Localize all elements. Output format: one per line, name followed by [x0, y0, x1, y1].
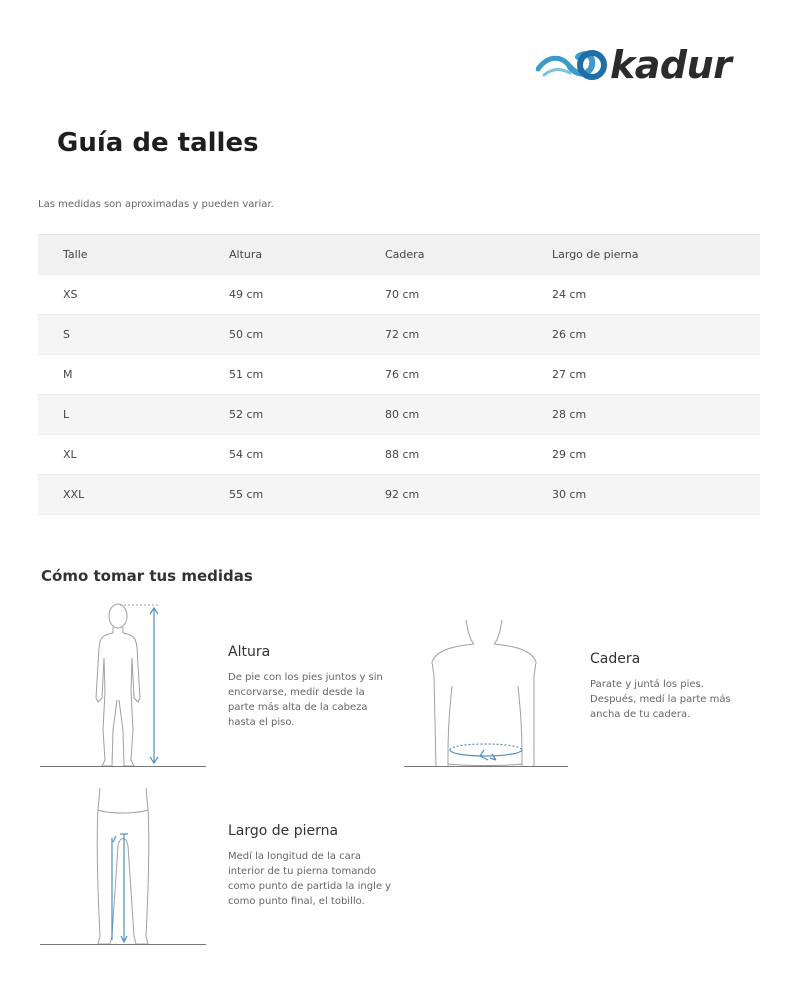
table-row	[38, 315, 760, 355]
torso-hip-figure-icon	[404, 616, 568, 768]
table-header-row	[38, 235, 760, 275]
measure-largo-pierna	[228, 823, 393, 909]
table-row	[38, 275, 760, 315]
size-table	[38, 234, 760, 515]
ground-line	[404, 766, 568, 767]
header-altura: Altura	[229, 248, 263, 261]
cell-largo-pierna: 26 cm	[552, 328, 587, 341]
cell-altura: 49 cm	[229, 288, 264, 301]
full-body-height-figure-icon	[40, 600, 206, 770]
cell-largo-pierna: 29 cm	[552, 448, 587, 461]
table-row	[38, 475, 760, 515]
ground-line	[40, 766, 206, 767]
measure-description: Medí la longitud de la cara interior de tu pierna tomando como punto de partida la ingle y como punto final, el tobillo.	[228, 851, 392, 907]
measure-title: Altura	[228, 644, 271, 660]
cell-altura: 51 cm	[229, 368, 264, 381]
cell-largo-pierna: 30 cm	[552, 488, 587, 501]
cell-size: M	[63, 368, 73, 381]
header-cadera: Cadera	[385, 248, 425, 261]
section-title-how-to-measure: Cómo tomar tus medidas	[41, 567, 253, 585]
table-row	[38, 435, 760, 475]
table-row	[38, 395, 760, 435]
cell-cadera: 76 cm	[385, 368, 420, 381]
cell-largo-pierna: 28 cm	[552, 408, 587, 421]
disclaimer-note: Las medidas son aproximadas y pueden variar.	[38, 199, 274, 210]
brand-name: kadur	[610, 43, 732, 87]
cell-cadera: 80 cm	[385, 408, 420, 421]
cell-size: XXL	[63, 488, 85, 501]
cell-altura: 52 cm	[229, 408, 264, 421]
ground-line	[40, 944, 206, 945]
page-title: Guía de talles	[57, 128, 259, 158]
cell-cadera: 72 cm	[385, 328, 420, 341]
legs-inseam-figure-icon	[40, 786, 206, 946]
kadur-logo	[536, 40, 746, 90]
wave-logo-icon	[536, 45, 608, 85]
measure-title: Cadera	[590, 651, 641, 667]
cell-size: XS	[63, 288, 78, 301]
cell-cadera: 92 cm	[385, 488, 420, 501]
header-talle: Talle	[63, 248, 88, 261]
cell-cadera: 70 cm	[385, 288, 420, 301]
cell-size: L	[63, 408, 70, 421]
header-largo-pierna: Largo de pierna	[552, 248, 639, 261]
measure-altura	[228, 644, 393, 730]
cell-altura: 50 cm	[229, 328, 264, 341]
cell-size: XL	[63, 448, 77, 461]
cell-cadera: 88 cm	[385, 448, 420, 461]
table-row	[38, 355, 760, 395]
measure-title: Largo de pierna	[228, 823, 339, 839]
cell-size: S	[63, 328, 70, 341]
cell-largo-pierna: 27 cm	[552, 368, 587, 381]
cell-altura: 55 cm	[229, 488, 264, 501]
cell-altura: 54 cm	[229, 448, 264, 461]
measure-cadera	[590, 651, 740, 722]
cell-largo-pierna: 24 cm	[552, 288, 587, 301]
measure-description: De pie con los pies juntos y sin encorvarse, medir desde la parte más alta de la cabeza hasta el piso.	[228, 672, 383, 728]
measure-description: Parate y juntá los pies. Después, medí la parte más ancha de tu cadera.	[590, 679, 731, 720]
